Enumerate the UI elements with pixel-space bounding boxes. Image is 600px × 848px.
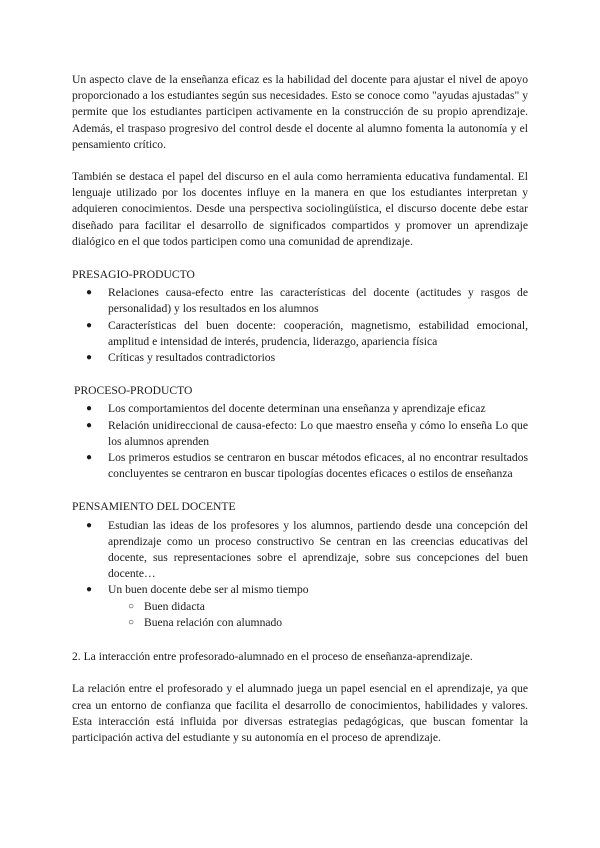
list-item: [72, 418, 528, 450]
bullet-icon: ●: [86, 452, 93, 464]
list-item: [72, 518, 528, 583]
bullet-icon: ●: [86, 403, 93, 415]
list-item: [72, 450, 528, 482]
bullet-icon: ●: [86, 419, 93, 431]
list-item-text: Relaciones causa-efecto entre las características del docente (actitudes y rasgos de personalidad) y los resultados en los alumnos: [108, 286, 528, 316]
sublist-item-text: Buena relación con alumnado: [144, 615, 283, 629]
bullet-icon: ●: [86, 519, 93, 531]
list-item-text: Estudian las ideas de los profesores y los alumnos, partiendo desde una concepción del aprendizaje como un proceso constructivo Se centran en las creencias educativas del docente, sus representaciones sobre el aprendizaje, sobre sus concepciones del buen docente…: [108, 518, 528, 581]
sublist-item: [108, 599, 528, 615]
list-item-text: Relación unidireccional de causa-efecto: Lo que maestro enseña y cómo lo enseña Lo que los alumnos aprenden: [108, 418, 528, 448]
circle-bullet-icon: ○: [128, 600, 135, 612]
list-item-text: Un buen docente debe ser al mismo tiempo: [108, 583, 309, 597]
pensamiento-heading: PENSAMIENTO DEL DOCENTE: [72, 500, 236, 514]
bullet-icon: ●: [86, 287, 93, 299]
sublist-item-text: Buen didacta: [144, 599, 205, 613]
list-item: [72, 318, 528, 350]
list-item: [72, 350, 528, 366]
list-item: [72, 401, 528, 417]
list-item-text: Los primeros estudios se centraron en buscar métodos eficaces, al no encontrar resultados concluyentes se centraron en buscar tipologías docentes eficaces o estilos de enseñanza: [108, 451, 528, 481]
list-item-text: Críticas y resultados contradictorios: [108, 351, 276, 365]
list-item: [72, 285, 528, 317]
presagio-list: [72, 285, 528, 366]
proceso-heading: PROCESO-PRODUCTO: [74, 384, 193, 398]
proceso-list: [72, 401, 528, 482]
list-item: [72, 582, 528, 631]
bullet-icon: ●: [86, 352, 93, 364]
list-item-text: Características del buen docente: cooperación, magnetismo, estabilidad emocional, amplitud e intensidad de interés, prudencia, liderazgo, apariencia física: [108, 318, 528, 348]
section-2-paragraph: La relación entre el profesorado y el alumnado juega un papel esencial en el aprendizaje, ya que crea un entorno de confianza que facilita el desarrollo de conocimientos, habilidades y valores. Esta interacción está influida por diversas estrategias pedagógicas, que buscan fomentar la participación activa del estudiante y su autonomía en el proceso de aprendizaje.: [72, 682, 528, 744]
bullet-icon: ●: [86, 584, 93, 596]
discurso-paragraph: También se destaca el papel del discurso en el aula como herramienta educativa fundamental. El lenguaje utilizado por los docentes influye en la manera en que los estudiantes interpretan y adquieren conocimientos. Desde una perspectiva sociolingüística, el discurso docente debe estar diseñado para facilitar el desarrollo de significados compartidos y promover un aprendizaje dialógico en el que todos participen como una comunidad de aprendizaje.: [72, 170, 528, 248]
list-item-text: Los comportamientos del docente determinan una enseñanza y aprendizaje eficaz: [108, 402, 486, 416]
pensamiento-sublist: [108, 599, 528, 631]
circle-bullet-icon: ○: [128, 616, 135, 628]
pensamiento-list: [72, 518, 528, 631]
sublist-item: [108, 615, 528, 631]
intro-paragraph: Un aspecto clave de la enseñanza eficaz es la habilidad del docente para ajustar el nivel de apoyo proporcionado a los estudiantes según sus necesidades. Esto se conoce como "ayudas ajustadas" y permite que los estudiantes participen activamente en la construcción de su propio aprendizaje. Además, el traspaso progresivo del control desde el docente al alumno fomenta la autonomía y el pensamiento crítico.: [72, 73, 528, 151]
section-2-title: 2. La interacción entre profesorado-alumnado en el proceso de enseñanza-aprendizaje.: [72, 650, 473, 664]
bullet-icon: ●: [86, 319, 93, 331]
presagio-heading: PRESAGIO-PRODUCTO: [72, 268, 195, 282]
